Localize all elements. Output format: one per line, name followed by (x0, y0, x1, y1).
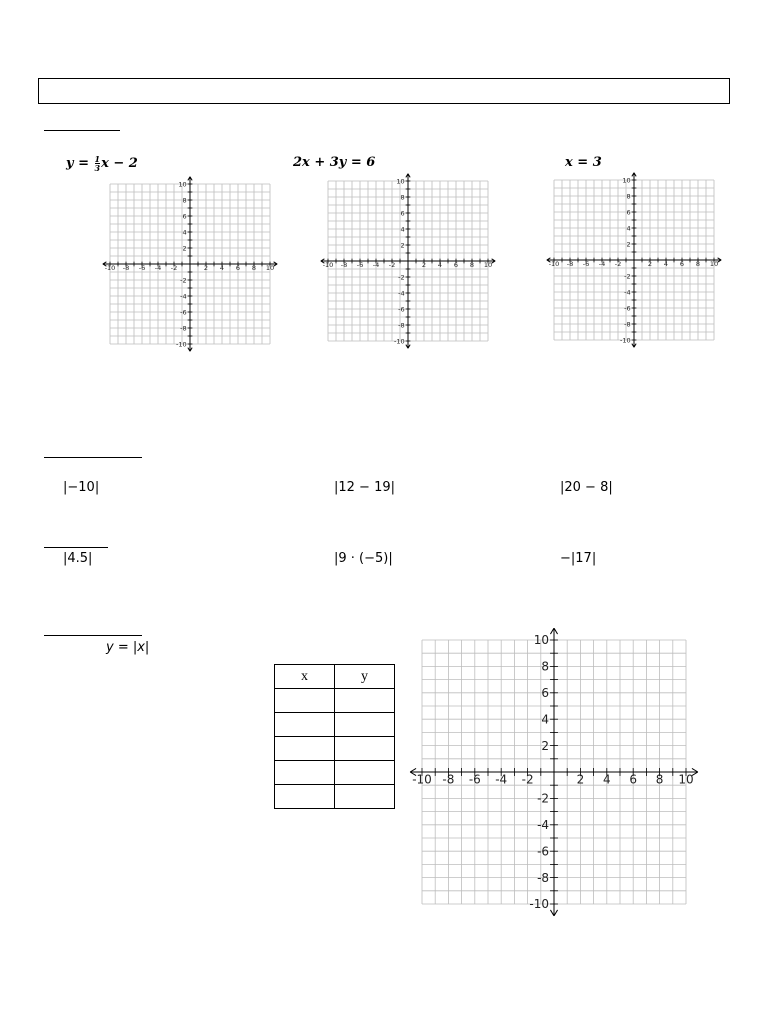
x-tick-label: 4 (602, 772, 611, 787)
table-header-y: y (335, 665, 395, 689)
y-tick-label: -10 (393, 337, 405, 346)
section-heading-blank-3 (44, 547, 108, 548)
x-tick-label: 2 (421, 261, 427, 270)
y-tick-label: 2 (400, 241, 405, 250)
y-tick-label: -10 (529, 897, 550, 912)
abs-function-equation: y = |x| (106, 640, 150, 655)
y-tick-label: -6 (180, 308, 187, 317)
y-tick-label: 4 (182, 228, 187, 237)
y-tick-label: 10 (533, 633, 550, 648)
x-tick-label: -2 (614, 260, 622, 269)
table-row (275, 689, 395, 713)
y-tick-label: -6 (398, 305, 405, 314)
table-row (275, 761, 395, 785)
table-cell[interactable] (335, 689, 395, 713)
y-tick-label: -4 (180, 292, 187, 301)
equation-2: 2x + 3y = 6 (293, 155, 376, 170)
y-tick-label: 10 (178, 180, 187, 189)
coordinate-grid-large (400, 628, 705, 928)
y-tick-label: 8 (182, 196, 187, 205)
y-tick-label: 2 (626, 240, 631, 249)
x-tick-label: 10 (265, 264, 275, 273)
abs-expression-1: |−10| (63, 480, 100, 495)
section-heading-blank-2 (44, 457, 142, 458)
y-tick-label: -2 (398, 273, 405, 282)
y-tick-label: 4 (541, 712, 550, 727)
table-cell[interactable] (335, 737, 395, 761)
fraction-denominator: 3 (94, 163, 101, 173)
equation-1-rhs: x − 2 (101, 156, 138, 171)
x-tick-label: -8 (122, 264, 130, 273)
y-tick-label: -4 (398, 289, 405, 298)
fraction-numerator: 1 (94, 154, 101, 164)
y-tick-label: -8 (398, 321, 405, 330)
coordinate-grid-3 (546, 172, 726, 352)
x-tick-label: 6 (679, 260, 685, 269)
y-tick-label: 8 (626, 192, 631, 201)
x-tick-label: -2 (388, 261, 396, 270)
y-tick-label: 6 (541, 686, 550, 700)
x-tick-label: 10 (678, 772, 694, 787)
table-cell[interactable] (275, 689, 335, 713)
x-tick-label: 8 (251, 264, 257, 273)
x-tick-label: -4 (372, 261, 380, 270)
x-tick-label: 6 (629, 772, 638, 787)
x-tick-label: -10 (412, 772, 432, 787)
x-tick-label: -4 (495, 772, 508, 787)
x-tick-label: 2 (647, 260, 653, 269)
y-tick-label: 6 (400, 209, 405, 218)
xy-table (274, 664, 395, 809)
y-tick-label: -4 (624, 288, 631, 297)
y-tick-label: -2 (180, 276, 187, 285)
x-tick-label: -6 (138, 264, 146, 273)
y-tick-label: -10 (175, 340, 187, 349)
x-tick-label: -8 (566, 260, 574, 269)
section-heading-blank-4 (44, 635, 142, 636)
x-tick-label: -10 (548, 260, 560, 269)
abs-expression-3: |20 − 8| (560, 480, 613, 495)
table-header-x: x (275, 665, 335, 689)
y-tick-label: -4 (537, 818, 550, 832)
table-row (275, 785, 395, 809)
y-tick-label: -2 (624, 272, 631, 281)
y-tick-label: 4 (626, 224, 631, 233)
abs-expression-4: |4.5| (63, 551, 93, 566)
x-tick-label: -4 (598, 260, 606, 269)
x-tick-label: -4 (154, 264, 162, 273)
y-tick-label: -8 (537, 870, 550, 885)
y-tick-label: 6 (626, 208, 631, 217)
x-tick-label: -10 (104, 264, 116, 273)
x-tick-label: 8 (469, 261, 475, 270)
equation-1-fraction (95, 155, 101, 172)
table-row (275, 713, 395, 737)
y-tick-label: -8 (180, 324, 187, 333)
table-cell[interactable] (275, 761, 335, 785)
equation-1 (66, 155, 138, 172)
x-tick-label: 8 (695, 260, 701, 269)
x-tick-label: 2 (576, 772, 585, 787)
table-cell[interactable] (275, 737, 335, 761)
table-row (275, 737, 395, 761)
equation-1-lhs: y (66, 156, 74, 171)
y-tick-label: 2 (541, 738, 550, 753)
x-tick-label: 10 (709, 260, 719, 269)
x-tick-label: 2 (203, 264, 209, 273)
x-tick-label: 6 (453, 261, 459, 270)
coordinate-grid-1 (100, 176, 280, 356)
y-tick-label: 6 (182, 212, 187, 221)
x-tick-label: 4 (219, 264, 225, 273)
y-tick-label: 4 (400, 225, 405, 234)
x-tick-label: -8 (340, 261, 348, 270)
x-tick-label: -6 (468, 772, 481, 787)
x-tick-label: 4 (663, 260, 669, 269)
abs-expression-6: −|17| (560, 551, 597, 566)
table-cell[interactable] (275, 713, 335, 737)
table-header-row (275, 665, 395, 689)
y-tick-label: -6 (624, 304, 631, 313)
abs-expression-2: |12 − 19| (334, 480, 396, 495)
x-tick-label: -6 (582, 260, 590, 269)
equation-3: x = 3 (565, 155, 602, 170)
table-cell[interactable] (275, 785, 335, 809)
y-tick-label: -10 (619, 336, 631, 345)
coordinate-grid-2 (320, 172, 500, 352)
table-cell[interactable] (335, 713, 395, 737)
y-tick-label: 10 (396, 177, 405, 186)
equation-1-equals: = (73, 156, 94, 171)
x-tick-label: -6 (356, 261, 364, 270)
y-tick-label: 2 (182, 244, 187, 253)
table-cell[interactable] (335, 761, 395, 785)
y-tick-label: -8 (624, 320, 631, 329)
abs-expression-5: |9 · (−5)| (334, 551, 393, 566)
x-tick-label: -8 (442, 772, 455, 787)
section-heading-blank (44, 130, 120, 131)
y-tick-label: 8 (400, 193, 405, 202)
x-tick-label: -2 (521, 772, 534, 787)
x-tick-label: 6 (235, 264, 241, 273)
y-tick-label: -2 (537, 791, 550, 806)
y-tick-label: 8 (541, 659, 550, 674)
x-tick-label: 4 (437, 261, 443, 270)
x-tick-label: -2 (170, 264, 178, 273)
y-tick-label: -6 (537, 844, 550, 859)
x-tick-label: -10 (322, 261, 334, 270)
x-tick-label: 8 (655, 772, 664, 787)
title-box (38, 78, 730, 104)
y-tick-label: 10 (622, 176, 631, 185)
table-cell[interactable] (335, 785, 395, 809)
x-tick-label: 10 (483, 261, 493, 270)
